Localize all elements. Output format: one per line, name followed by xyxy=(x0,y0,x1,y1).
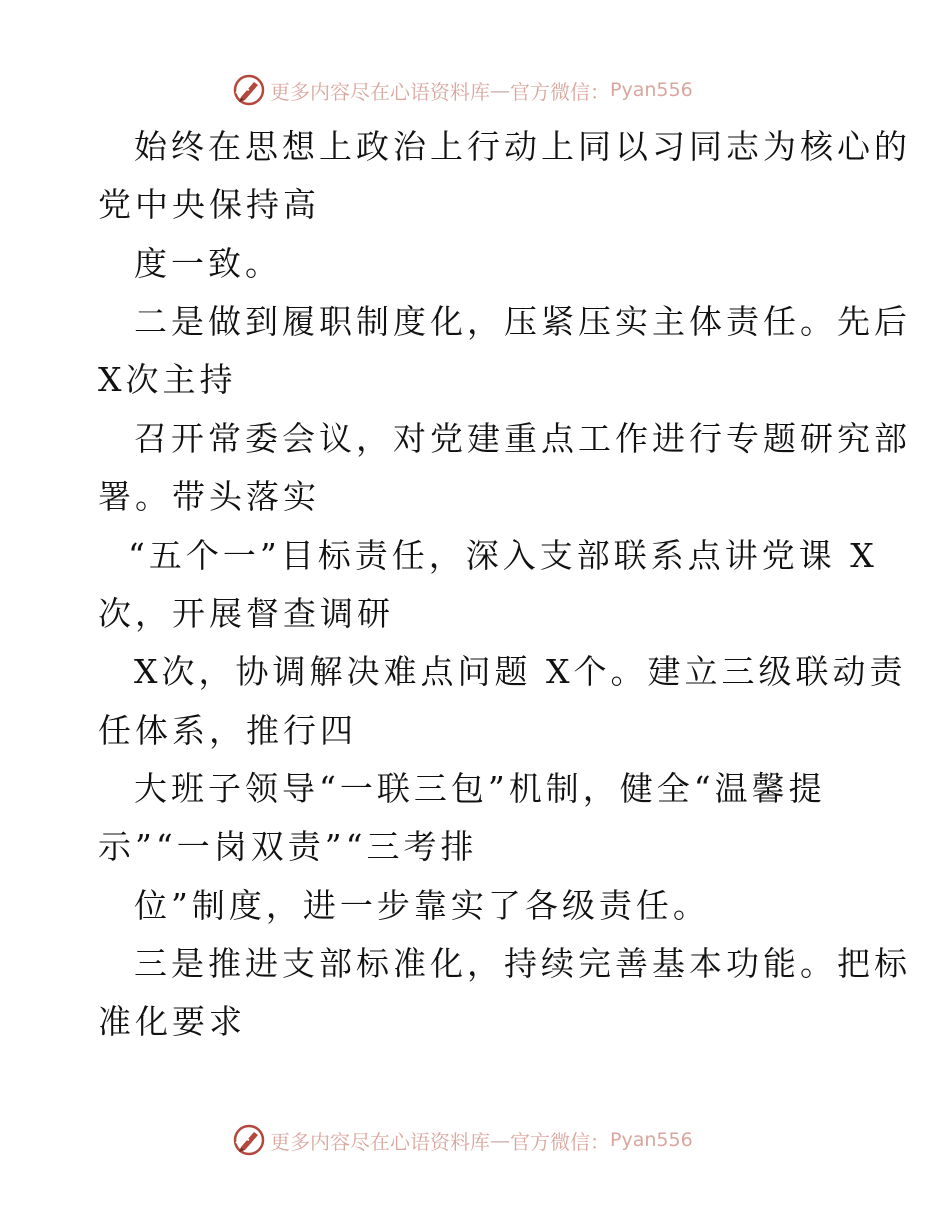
body-line: 位”制度，进一步靠实了各级责任。 xyxy=(134,886,710,925)
watermark-account: Pyan556 xyxy=(610,1129,693,1151)
watermark-label: 官方微信： xyxy=(510,79,610,104)
body-line: 三是推进支部标准化，持续完善基本功能。把标 xyxy=(134,944,911,983)
watermark-text: 更多内容尽在心语资料库 xyxy=(270,1129,490,1154)
body-line: “五个一”目标责任，深入支部联系点讲党课 X xyxy=(128,536,878,575)
watermark-text: 更多内容尽在心语资料库 xyxy=(270,79,490,104)
body-line: 始终在思想上政治上行动上同以习同志为核心的 xyxy=(134,127,911,166)
pen-logo-icon xyxy=(232,73,266,107)
body-line: 次，开展督查调研 xyxy=(98,594,394,633)
body-line: 署。带头落实 xyxy=(98,477,320,516)
body-line: 准化要求 xyxy=(98,1002,246,1041)
body-line: 大班子领导“一联三包”机制，健全“温馨提 xyxy=(134,769,826,808)
body-line: 任体系，推行四 xyxy=(98,711,357,750)
watermark-label: 官方微信： xyxy=(510,1129,610,1154)
body-line: X次主持 xyxy=(98,360,237,399)
body-line: 示”“一岗双责”“三考排 xyxy=(98,827,478,866)
watermark-separator: — xyxy=(490,1128,510,1152)
body-line: X次，协调解决难点问题 X个。建立三级联动责 xyxy=(134,652,907,691)
pen-logo-icon xyxy=(232,1123,266,1157)
body-line: 二是做到履职制度化，压紧压实主体责任。先后 xyxy=(134,302,911,341)
body-line: 召开常委会议，对党建重点工作进行专题研究部 xyxy=(134,419,911,458)
watermark-account: Pyan556 xyxy=(610,79,693,101)
body-line: 度一致。 xyxy=(134,244,282,283)
body-line: 党中央保持高 xyxy=(98,185,320,224)
header-watermark xyxy=(232,70,693,110)
footer-watermark xyxy=(232,1120,693,1160)
watermark-separator: — xyxy=(490,78,510,102)
